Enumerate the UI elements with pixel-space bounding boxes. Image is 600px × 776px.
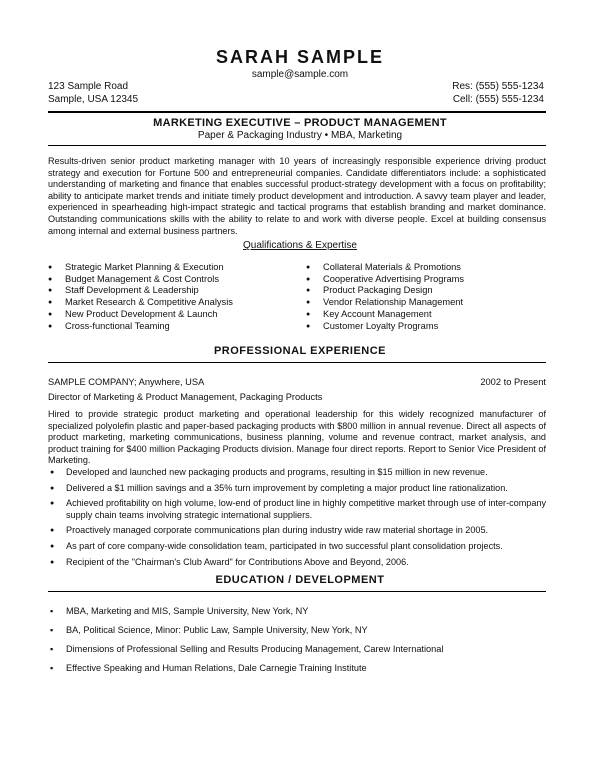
- qualification-item: ● Key Account Management: [306, 309, 464, 321]
- company-name: SAMPLE COMPANY; Anywhere, USA: [48, 377, 205, 387]
- qualification-item: ● Customer Loyalty Programs: [306, 321, 464, 333]
- qualification-item: ● Staff Development & Leadership: [48, 285, 233, 297]
- candidate-name: SARAH SAMPLE: [215, 47, 384, 67]
- achievement-list: [48, 467, 546, 572]
- qualification-item: ● Collateral Materials & Promotions: [306, 262, 464, 274]
- professional-headline: MARKETING EXECUTIVE – PRODUCT MANAGEMENT: [153, 117, 447, 129]
- headline-divider: [48, 145, 546, 146]
- address-line-1: 123 Sample Road: [48, 81, 129, 92]
- achievement-item: ● As part of core company-wide consolidation team, participated in two successful plant consolidation projects.: [48, 541, 546, 553]
- qualification-item: ● Vendor Relationship Management: [306, 297, 464, 309]
- headline-subtitle: Paper & Packaging Industry • MBA, Marketing: [197, 130, 403, 141]
- job-title: Director of Marketing & Product Management, Packaging Products: [48, 392, 323, 402]
- achievement-item: ● Proactively managed corporate communications plan during industry wide raw material shortage in 2005.: [48, 525, 546, 537]
- experience-divider: [48, 362, 546, 363]
- address-line-2: Sample, USA 12345: [48, 94, 139, 105]
- education-item: ▪ Effective Speaking and Human Relations, Dale Carnegie Training Institute: [48, 663, 546, 675]
- qualification-item: ● Market Research & Competitive Analysis: [48, 297, 233, 309]
- education-item: ▪ MBA, Marketing and MIS, Sample University, New York, NY: [48, 606, 546, 618]
- experience-section-title: PROFESSIONAL EXPERIENCE: [213, 345, 387, 357]
- cell-phone: Cell: (555) 555-1234: [452, 94, 544, 105]
- job-description: Hired to provide strategic product marketing and operational leadership for this widely recognized manufacturer of specialized polyolefin plastic and paper-based packaging products with $800 million in annual revenue. Direct all aspects of product marketing, marketing communications, business planning, volume and revenue contract, market analysis, and product training for $400 million Packaging Products division. Manage four direct reports. Report to Senior Vice President of Marketing.: [48, 409, 546, 466]
- achievement-item: ● Achieved profitability on high volume, low-end of product line in highly competitive market through use of inter-company supply chain teams involving strategic international suppliers.: [48, 498, 546, 521]
- education-item: ▪ BA, Political Science, Minor: Public Law, Sample University, New York, NY: [48, 625, 546, 637]
- achievement-item: ● Recipient of the "Chairman's Club Award" for Contributions Above and Beyond, 2006.: [48, 557, 546, 569]
- education-divider: [48, 591, 546, 592]
- education-item: ▪ Dimensions of Professional Selling and Results Producing Management, Carew International: [48, 644, 546, 656]
- email-address: sample@sample.com: [251, 69, 349, 80]
- res-phone: Res: (555) 555-1234: [452, 81, 544, 92]
- qualification-item: ● Cooperative Advertising Programs: [306, 274, 464, 286]
- achievement-item: ● Developed and launched new packaging products and programs, resulting in $15 million in new revenue.: [48, 467, 546, 479]
- education-section-title: EDUCATION / DEVELOPMENT: [215, 574, 385, 586]
- phone-numbers: [452, 80, 544, 106]
- qualifications-left-list: [48, 262, 233, 332]
- qualification-item: ● Strategic Market Planning & Execution: [48, 262, 233, 274]
- qualification-item: ● Cross-functional Teaming: [48, 321, 233, 333]
- achievement-item: ● Delivered a $1 million savings and a 35% turn improvement by completing a major product line rationalization.: [48, 483, 546, 495]
- header-divider: [48, 111, 546, 113]
- qualifications-title: Qualifications & Expertise: [243, 240, 357, 251]
- qualification-item: ● New Product Development & Launch: [48, 309, 233, 321]
- education-list: [48, 606, 546, 682]
- qualification-item: ● Product Packaging Design: [306, 285, 464, 297]
- employment-dates: 2002 to Present: [480, 377, 546, 387]
- qualifications-right-list: [306, 262, 464, 332]
- summary-paragraph: Results-driven senior product marketing manager with 10 years of increasingly responsible experience driving product strategy and execution for Fortune 500 and entrepreneurial companies. Candidate differentiators include: a sophisticated understanding of marketing and finance that enables successful product-strategy development with a focus on profitability; ability to anticipate market trends and initiate timely product development and introduction. A savvy team player and leader, experienced in spearheading high-impact strategic and tactical programs that establish branding and market dominance. Outstanding communications skills with the ability to relate to and work with diverse people. Excel at building consensus among internal and external business partners.: [48, 156, 546, 236]
- mailing-address: [48, 80, 138, 106]
- qualification-item: ● Budget Management & Cost Controls: [48, 274, 233, 286]
